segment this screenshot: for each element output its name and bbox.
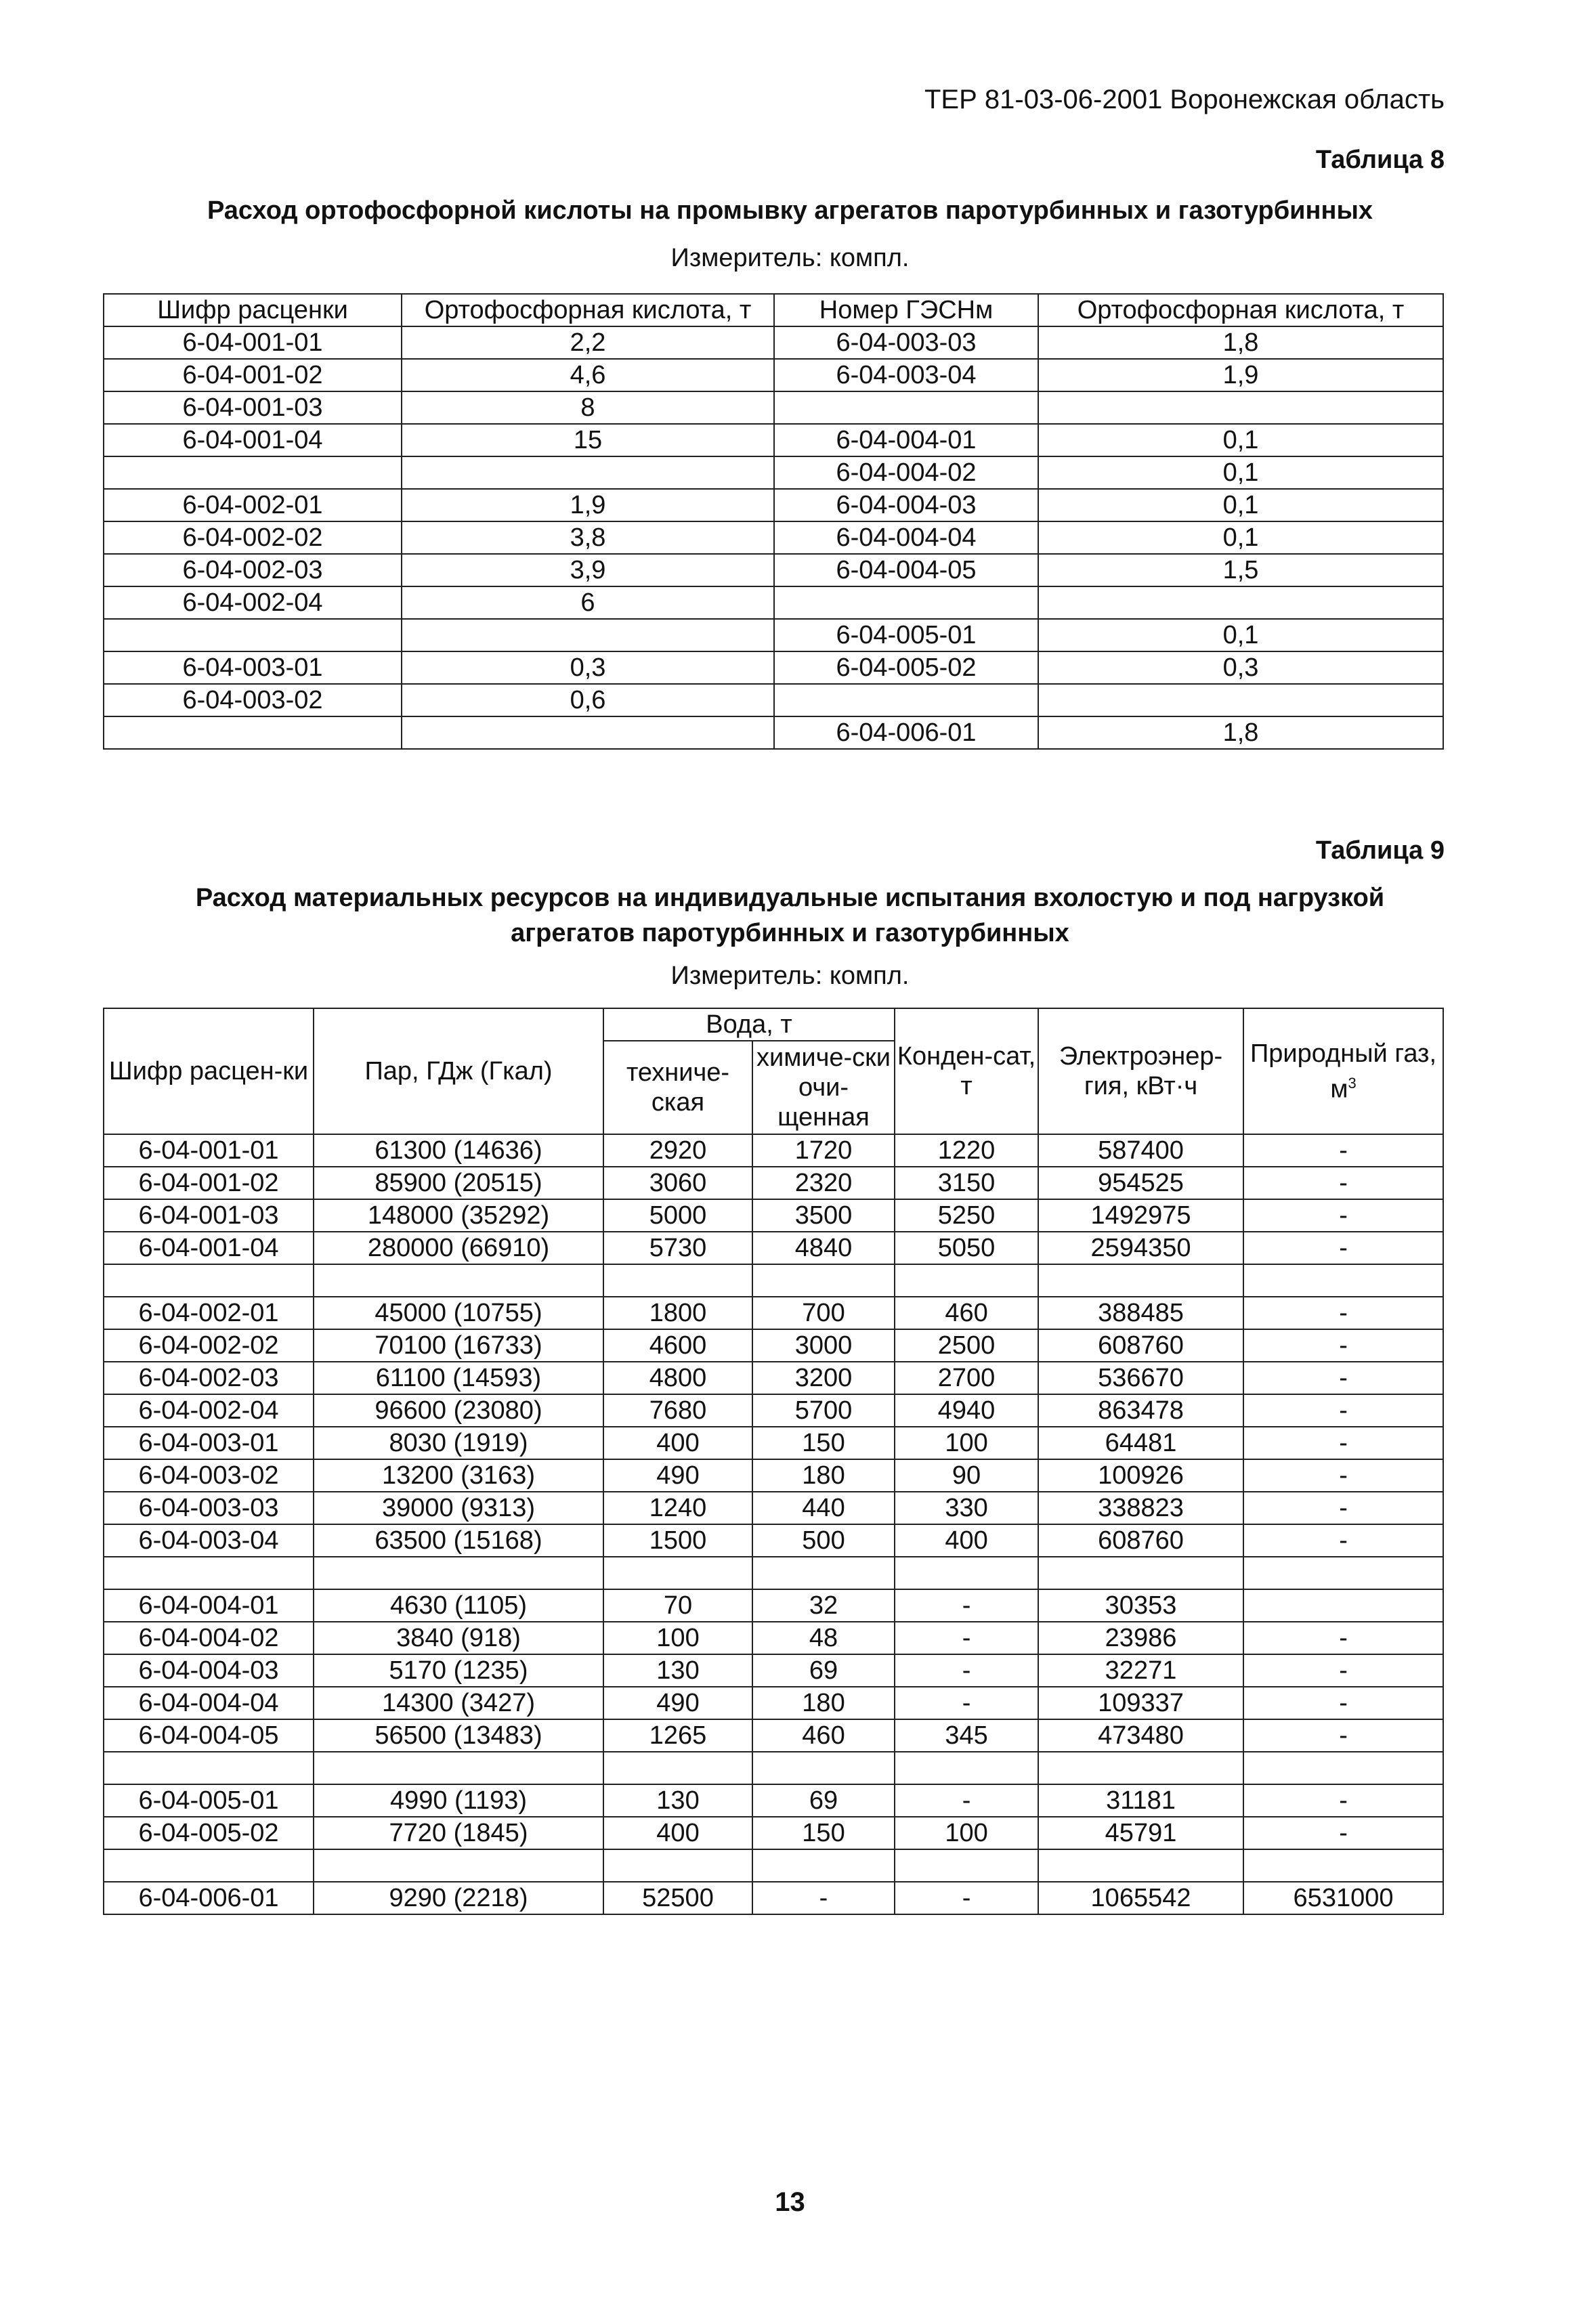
table-row — [104, 1622, 1443, 1654]
table8-col-header: Ортофосфорная кислота, т — [1038, 294, 1443, 326]
table-cell: 1240 — [603, 1492, 752, 1524]
table8-col-header: Ортофосфорная кислота, т — [402, 294, 774, 326]
table-cell: 5170 (1235) — [314, 1654, 603, 1687]
table-cell — [1243, 1752, 1443, 1784]
table-cell: 473480 — [1038, 1719, 1243, 1752]
table-cell: 9290 (2218) — [314, 1882, 603, 1914]
table-cell: 6-04-004-03 — [774, 489, 1038, 521]
table-cell — [774, 684, 1038, 716]
table-cell: 0,6 — [402, 684, 774, 716]
table-cell: 6-04-003-04 — [104, 1524, 314, 1557]
table-cell: - — [895, 1882, 1038, 1914]
table9-title-line2: агрегатов паротурбинных и газотурбинных — [511, 919, 1069, 947]
table-cell: - — [1243, 1784, 1443, 1817]
table-cell: 2,2 — [402, 326, 774, 359]
table-cell: 4630 (1105) — [314, 1589, 603, 1622]
table-row — [104, 326, 1443, 359]
table-row — [104, 1687, 1443, 1719]
table-cell: 6-04-003-02 — [104, 684, 402, 716]
table-cell: 338823 — [1038, 1492, 1243, 1524]
table9-title — [102, 880, 1478, 951]
table-cell: 6-04-006-01 — [104, 1882, 314, 1914]
table-row — [104, 1492, 1443, 1524]
table-row — [104, 1784, 1443, 1817]
table-cell: 6-04-003-03 — [774, 326, 1038, 359]
table-cell: 1220 — [895, 1134, 1038, 1167]
table-cell: 13200 (3163) — [314, 1459, 603, 1492]
table-cell: 6-04-004-03 — [104, 1654, 314, 1687]
table-cell: 608760 — [1038, 1524, 1243, 1557]
table-cell: 6-04-004-01 — [104, 1589, 314, 1622]
table-cell: 3000 — [752, 1329, 895, 1362]
table-cell: 6-04-001-02 — [104, 1167, 314, 1199]
table-cell: 8 — [402, 391, 774, 424]
table8-col-header: Номер ГЭСНм — [774, 294, 1038, 326]
table-cell: 6-04-001-02 — [104, 359, 402, 391]
table-cell: 4990 (1193) — [314, 1784, 603, 1817]
table-row — [104, 1394, 1443, 1427]
table-cell: 6-04-001-03 — [104, 391, 402, 424]
table-cell: 2500 — [895, 1329, 1038, 1362]
table-cell: 460 — [895, 1297, 1038, 1329]
table-cell: 6-04-003-01 — [104, 651, 402, 684]
table-cell: - — [895, 1622, 1038, 1654]
table-cell: 1,8 — [1038, 716, 1443, 749]
table-cell: 69 — [752, 1784, 895, 1817]
table-cell: 6-04-002-04 — [104, 586, 402, 619]
table-row — [104, 1427, 1443, 1459]
table-cell — [104, 1849, 314, 1882]
table-cell: 500 — [752, 1524, 895, 1557]
table-row — [104, 1297, 1443, 1329]
table-row — [104, 1167, 1443, 1199]
table-cell: 52500 — [603, 1882, 752, 1914]
table-cell: 6-04-001-04 — [104, 424, 402, 456]
table-cell: 150 — [752, 1817, 895, 1849]
table-cell: 954525 — [1038, 1167, 1243, 1199]
table-cell: 5700 — [752, 1394, 895, 1427]
table-cell: 440 — [752, 1492, 895, 1524]
table-cell: 2594350 — [1038, 1232, 1243, 1264]
table-cell: - — [1243, 1427, 1443, 1459]
table-cell: 1492975 — [1038, 1199, 1243, 1232]
table-row — [104, 586, 1443, 619]
table-row — [104, 651, 1443, 684]
table-row — [104, 1134, 1443, 1167]
table9-header-electricity: Электроэнер-гия, кВт·ч — [1038, 1008, 1243, 1134]
table-cell: 48 — [752, 1622, 895, 1654]
table-cell: 63500 (15168) — [314, 1524, 603, 1557]
table-cell: - — [1243, 1622, 1443, 1654]
table-row — [104, 1882, 1443, 1914]
table-cell — [774, 586, 1038, 619]
table-row — [104, 554, 1443, 586]
table-cell — [774, 391, 1038, 424]
table-cell: 5250 — [895, 1199, 1038, 1232]
table-cell: 31181 — [1038, 1784, 1243, 1817]
table-row — [104, 684, 1443, 716]
table-row — [104, 489, 1443, 521]
table-cell: 490 — [603, 1459, 752, 1492]
table-cell: 85900 (20515) — [314, 1167, 603, 1199]
table-cell: 6-04-002-01 — [104, 489, 402, 521]
table-row — [104, 424, 1443, 456]
table-cell: - — [1243, 1394, 1443, 1427]
table-cell — [1038, 391, 1443, 424]
table-row — [104, 1362, 1443, 1394]
table-cell: - — [1243, 1459, 1443, 1492]
table-cell: 1065542 — [1038, 1882, 1243, 1914]
table-cell: 100926 — [1038, 1459, 1243, 1492]
table-cell — [1243, 1849, 1443, 1882]
table-cell: - — [1243, 1362, 1443, 1394]
table-cell: - — [895, 1654, 1038, 1687]
table-cell: 32 — [752, 1589, 895, 1622]
table-cell: 6-04-004-05 — [774, 554, 1038, 586]
table-cell: 4,6 — [402, 359, 774, 391]
table-row — [104, 1329, 1443, 1362]
table-cell: 6-04-003-02 — [104, 1459, 314, 1492]
table-cell: 70 — [603, 1589, 752, 1622]
table-cell: 6-04-004-04 — [104, 1687, 314, 1719]
table-cell: 61300 (14636) — [314, 1134, 603, 1167]
table-row — [104, 619, 1443, 651]
table8-col-header: Шифр расценки — [104, 294, 402, 326]
table-cell: 280000 (66910) — [314, 1232, 603, 1264]
table-cell: 400 — [895, 1524, 1038, 1557]
table-cell: 6-04-002-01 — [104, 1297, 314, 1329]
table-cell: 39000 (9313) — [314, 1492, 603, 1524]
table-cell — [1038, 684, 1443, 716]
table-cell: 8030 (1919) — [314, 1427, 603, 1459]
table-cell — [104, 1557, 314, 1589]
table-cell: 6-04-003-04 — [774, 359, 1038, 391]
table9-header-condensate: Конден-сат, т — [895, 1008, 1038, 1134]
table-cell: 2700 — [895, 1362, 1038, 1394]
table-cell: 100 — [895, 1817, 1038, 1849]
table-cell: 388485 — [1038, 1297, 1243, 1329]
table-cell: 6531000 — [1243, 1882, 1443, 1914]
table-cell: 0,1 — [1038, 456, 1443, 489]
table-cell — [104, 1752, 314, 1784]
table-row — [104, 521, 1443, 554]
table-cell: 6-04-001-03 — [104, 1199, 314, 1232]
table-cell: 6-04-004-04 — [774, 521, 1038, 554]
table-cell — [314, 1264, 603, 1297]
table-cell — [1243, 1264, 1443, 1297]
table9-label: Таблица 9 — [1315, 836, 1445, 865]
table-cell: 150 — [752, 1427, 895, 1459]
table-cell: 0,1 — [1038, 521, 1443, 554]
table-cell: - — [1243, 1654, 1443, 1687]
table-row — [104, 1524, 1443, 1557]
table-cell — [752, 1264, 895, 1297]
table-cell: 148000 (35292) — [314, 1199, 603, 1232]
table9-header-gas-text: Природный газ, м — [1250, 1039, 1437, 1104]
table-cell: 3,8 — [402, 521, 774, 554]
table-cell: 4940 — [895, 1394, 1038, 1427]
table-cell — [104, 456, 402, 489]
table-cell: 0,1 — [1038, 489, 1443, 521]
table-cell: - — [1243, 1329, 1443, 1362]
table-cell: 3060 — [603, 1167, 752, 1199]
table-cell — [314, 1557, 603, 1589]
table-cell: 330 — [895, 1492, 1038, 1524]
table-cell: 1800 — [603, 1297, 752, 1329]
table-cell: 5000 — [603, 1199, 752, 1232]
table-cell: 863478 — [1038, 1394, 1243, 1427]
table-cell: 587400 — [1038, 1134, 1243, 1167]
table-cell: 30353 — [1038, 1589, 1243, 1622]
table8-unit: Измеритель: компл. — [670, 244, 910, 272]
table-cell — [603, 1752, 752, 1784]
table-cell: 100 — [603, 1622, 752, 1654]
table-cell: 6-04-001-01 — [104, 326, 402, 359]
table-cell: - — [1243, 1524, 1443, 1557]
table-row — [104, 1199, 1443, 1232]
table-cell: 0,3 — [402, 651, 774, 684]
table-cell: 6-04-004-05 — [104, 1719, 314, 1752]
table-cell — [752, 1752, 895, 1784]
table-cell: 3200 — [752, 1362, 895, 1394]
table-cell — [104, 619, 402, 651]
table-cell: 130 — [603, 1784, 752, 1817]
table-cell — [402, 716, 774, 749]
table-cell: 460 — [752, 1719, 895, 1752]
table9-header-water-chem: химиче-ски очи-щенная — [752, 1041, 895, 1134]
table-cell: 536670 — [1038, 1362, 1243, 1394]
table-cell: 6-04-004-01 — [774, 424, 1038, 456]
table-cell: 64481 — [1038, 1427, 1243, 1459]
table-cell: - — [1243, 1167, 1443, 1199]
document-reference: ТЕР 81-03-06-2001 Воронежская область — [924, 85, 1445, 114]
table-cell — [1038, 586, 1443, 619]
table-cell: 6-04-003-01 — [104, 1427, 314, 1459]
table-cell: 6-04-003-03 — [104, 1492, 314, 1524]
table-cell: - — [895, 1687, 1038, 1719]
table9-header-water: Вода, т — [603, 1008, 895, 1041]
table-cell: - — [1243, 1817, 1443, 1849]
table-cell — [603, 1264, 752, 1297]
table-cell: 6-04-002-02 — [104, 521, 402, 554]
table-cell: 6-04-004-02 — [774, 456, 1038, 489]
table9 — [103, 1008, 1444, 1915]
table-cell: 15 — [402, 424, 774, 456]
table-cell: 96600 (23080) — [314, 1394, 603, 1427]
table-cell: - — [1243, 1687, 1443, 1719]
table-cell: - — [752, 1882, 895, 1914]
table-cell — [1038, 1557, 1243, 1589]
table-cell — [314, 1849, 603, 1882]
table-cell: - — [1243, 1297, 1443, 1329]
table-cell: 1,8 — [1038, 326, 1443, 359]
table-cell: 6-04-004-02 — [104, 1622, 314, 1654]
table-row — [104, 1459, 1443, 1492]
table-cell: 7720 (1845) — [314, 1817, 603, 1849]
table-cell: 61100 (14593) — [314, 1362, 603, 1394]
table-cell — [314, 1752, 603, 1784]
table-cell — [1038, 1849, 1243, 1882]
table-cell: 70100 (16733) — [314, 1329, 603, 1362]
table-cell: 0,1 — [1038, 619, 1443, 651]
table-cell — [104, 716, 402, 749]
table-cell: 700 — [752, 1297, 895, 1329]
table-row — [104, 456, 1443, 489]
table-cell: 2920 — [603, 1134, 752, 1167]
table-cell: - — [1243, 1199, 1443, 1232]
table-cell: 1265 — [603, 1719, 752, 1752]
table-cell: 490 — [603, 1687, 752, 1719]
table-cell: 69 — [752, 1654, 895, 1687]
table-cell: 6-04-005-01 — [774, 619, 1038, 651]
page-number: 13 — [775, 2187, 805, 2217]
table-cell: 6-04-005-02 — [104, 1817, 314, 1849]
table-row — [104, 1557, 1443, 1589]
table-cell: 180 — [752, 1687, 895, 1719]
table-cell: 2320 — [752, 1167, 895, 1199]
table-cell: 4840 — [752, 1232, 895, 1264]
table-row — [104, 1719, 1443, 1752]
table-row — [104, 716, 1443, 749]
table-cell: 608760 — [1038, 1329, 1243, 1362]
table-cell — [402, 619, 774, 651]
table-cell: 4600 — [603, 1329, 752, 1362]
table9-title-line1: Расход материальных ресурсов на индивидуальные испытания вхолостую и под нагрузкой — [195, 884, 1385, 912]
table-cell: 1500 — [603, 1524, 752, 1557]
table-cell: 6-04-002-02 — [104, 1329, 314, 1362]
table-cell: 1720 — [752, 1134, 895, 1167]
table9-body — [104, 1134, 1443, 1914]
table-row — [104, 391, 1443, 424]
table8-label: Таблица 8 — [1315, 146, 1445, 174]
table-cell — [402, 456, 774, 489]
table-cell: - — [1243, 1719, 1443, 1752]
table-cell — [104, 1264, 314, 1297]
table-cell: 1,9 — [1038, 359, 1443, 391]
table-cell: - — [1243, 1134, 1443, 1167]
table-cell: - — [895, 1784, 1038, 1817]
table-cell: 3500 — [752, 1199, 895, 1232]
table-cell: 5050 — [895, 1232, 1038, 1264]
table-cell: 1,5 — [1038, 554, 1443, 586]
table-cell: - — [1243, 1232, 1443, 1264]
table-row — [104, 1654, 1443, 1687]
table-cell: - — [1243, 1492, 1443, 1524]
table-cell: 6-04-005-02 — [774, 651, 1038, 684]
table-cell: 109337 — [1038, 1687, 1243, 1719]
table-cell: 100 — [895, 1427, 1038, 1459]
table-cell — [752, 1557, 895, 1589]
table-cell: 5730 — [603, 1232, 752, 1264]
table-row — [104, 1752, 1443, 1784]
table-cell: 6-04-002-03 — [104, 554, 402, 586]
table-cell: 6-04-002-03 — [104, 1362, 314, 1394]
table-cell: 7680 — [603, 1394, 752, 1427]
table-cell — [1038, 1752, 1243, 1784]
table-cell — [1038, 1264, 1243, 1297]
table-row — [104, 359, 1443, 391]
table-row — [104, 1264, 1443, 1297]
table8-title: Расход ортофосфорной кислоты на промывку агрегатов паротурбинных и газотурбинных — [207, 196, 1373, 225]
table-row — [104, 1817, 1443, 1849]
table-cell — [1243, 1557, 1443, 1589]
table-cell: 32271 — [1038, 1654, 1243, 1687]
table-cell — [895, 1264, 1038, 1297]
table-cell: 6-04-005-01 — [104, 1784, 314, 1817]
table-cell — [895, 1849, 1038, 1882]
table-cell: 345 — [895, 1719, 1038, 1752]
table-cell — [895, 1557, 1038, 1589]
table-cell: 3150 — [895, 1167, 1038, 1199]
table-cell: 6-04-001-01 — [104, 1134, 314, 1167]
table-cell: 4800 — [603, 1362, 752, 1394]
table-cell: 23986 — [1038, 1622, 1243, 1654]
table-cell: 14300 (3427) — [314, 1687, 603, 1719]
table-cell: 3,9 — [402, 554, 774, 586]
table-cell: - — [895, 1589, 1038, 1622]
table-cell: 400 — [603, 1427, 752, 1459]
table-cell: 400 — [603, 1817, 752, 1849]
table-cell: 56500 (13483) — [314, 1719, 603, 1752]
table-row — [104, 1849, 1443, 1882]
table-cell: 6 — [402, 586, 774, 619]
table-row — [104, 1589, 1443, 1622]
table-cell: 0,1 — [1038, 424, 1443, 456]
table8-header-row — [104, 294, 1443, 326]
table-cell — [603, 1557, 752, 1589]
table-cell: 3840 (918) — [314, 1622, 603, 1654]
table-cell: 6-04-001-04 — [104, 1232, 314, 1264]
table8-body — [104, 326, 1443, 749]
table-cell — [895, 1752, 1038, 1784]
table-cell: 1,9 — [402, 489, 774, 521]
table-cell: 90 — [895, 1459, 1038, 1492]
table-cell — [1243, 1589, 1443, 1622]
table-cell: 180 — [752, 1459, 895, 1492]
table-cell: 6-04-002-04 — [104, 1394, 314, 1427]
table9-header-gas — [1243, 1008, 1443, 1134]
table9-unit: Измеритель: компл. — [670, 962, 910, 990]
table9-header-row — [104, 1008, 1443, 1041]
table-cell — [603, 1849, 752, 1882]
table9-header-water-tech: техниче-ская — [603, 1041, 752, 1134]
table-cell: 0,3 — [1038, 651, 1443, 684]
table-cell: 45791 — [1038, 1817, 1243, 1849]
table-cell: 6-04-006-01 — [774, 716, 1038, 749]
table9-header-code: Шифр расцен-ки — [104, 1008, 314, 1134]
table-cell: 45000 (10755) — [314, 1297, 603, 1329]
table9-header-gas-sup: 3 — [1348, 1074, 1357, 1092]
table-cell: 130 — [603, 1654, 752, 1687]
table-cell — [752, 1849, 895, 1882]
table-row — [104, 1232, 1443, 1264]
table8 — [103, 293, 1444, 750]
table9-header-steam: Пар, ГДж (Гкал) — [314, 1008, 603, 1134]
